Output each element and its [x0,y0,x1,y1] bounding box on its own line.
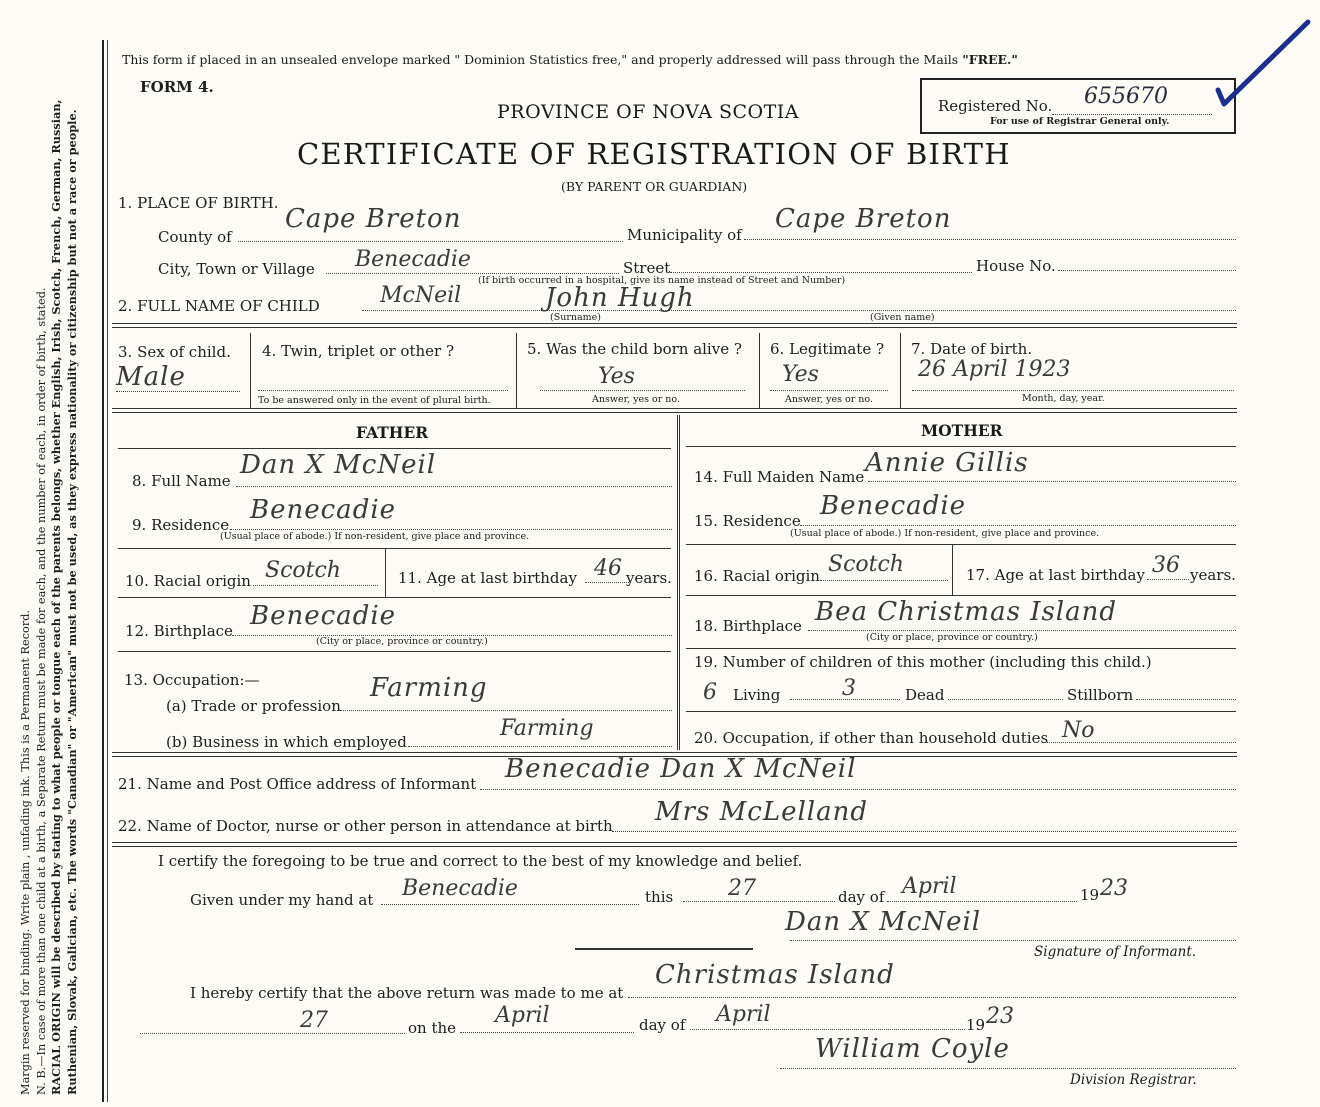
father-birthplace-label: 12. Birthplace [125,622,233,640]
twin-note: To be answered only in the event of plural birth. [258,395,491,406]
mother-heading: MOTHER [921,421,1003,440]
certify-year-value: 23 [1100,876,1128,901]
registrar-place-value: Christmas Island [655,960,895,990]
margin-line-3: RACIAL ORIGIN will be described by stating to what people or tongue each of the parents belongs, whether English, Irish, Scotch, French, German, Russian, [49,99,64,1095]
house-no-label: House No. [976,257,1056,275]
father-business-value: Farming [500,716,594,741]
mother-birthplace-note: (City or place, province or country.) [866,632,1038,643]
mother-birthplace-value: Bea Christmas Island [815,597,1118,627]
on-the-label: on the [408,1019,457,1037]
certify-dayof-label: day of [838,888,885,906]
mother-occupation-label: 20. Occupation, if other than household duties [694,729,1049,747]
mother-name-value: Annie Gillis [865,448,1029,478]
margin-instructions [18,35,80,1095]
father-trade-label: (a) Trade or profession [166,697,341,715]
municipality-value: Cape Breton [775,204,952,234]
child-surname-value: McNeil [380,283,462,308]
informant-signature: Dan X McNeil [785,907,982,937]
certify-day-value: 27 [728,876,756,901]
alive-note: Answer, yes or no. [592,394,681,405]
father-business-label: (b) Business in which employed [166,733,407,751]
sex-value: Male [116,362,186,392]
father-name-label: 8. Full Name [132,472,231,490]
registered-no-value: 655670 [1084,84,1168,109]
father-age-label: 11. Age at last birthday [398,569,577,587]
province-title: PROVINCE OF NOVA SCOTIA [497,101,800,123]
divider-parents [112,408,1237,413]
father-residence-label: 9. Residence [132,516,230,534]
certify-month-value: April [902,874,957,899]
informant-label: 21. Name and Post Office address of Informant [118,775,477,793]
form-number: FORM 4. [140,78,214,96]
alive-label: 5. Was the child born alive ? [527,340,742,358]
registration-box [920,78,1236,134]
twin-label: 4. Twin, triplet or other ? [262,342,454,360]
given-label: Given under my hand at [190,891,374,909]
living-value: 3 [842,676,856,701]
mother-age-label: 17. Age at last birthday [966,566,1145,584]
mail-notice-text: This form if placed in an unsealed envelope marked " Dominion Statistics free," and properly addressed will pass through the Mails [122,52,959,67]
date-of-birth-value: 26 April 1923 [918,357,1071,382]
registrar-general-note: For use of Registrar General only. [990,116,1170,127]
doctor-label: 22. Name of Doctor, nurse or other person in attendance at birth [118,817,613,835]
city-label: City, Town or Village [158,260,315,278]
mail-notice-free: "FREE." [962,52,1018,67]
legitimate-value: Yes [782,362,819,387]
county-value: Cape Breton [285,204,462,234]
father-occupation-label: 13. Occupation:— [124,671,260,689]
date-of-birth-note: Month, day, year. [1022,393,1105,404]
father-trade-value: Farming [370,673,488,703]
city-value: Benecadie [355,247,471,272]
municipality-label: Municipality of [627,226,742,244]
certify-year-prefix: 19 [1080,886,1100,904]
father-residence-value: Benecadie [250,495,397,525]
child-name-label: 2. FULL NAME OF CHILD [118,297,320,315]
doctor-value: Mrs McLelland [655,797,869,827]
mother-age-unit: years. [1190,566,1236,584]
street-label: Street [623,259,671,277]
margin-line-2: N. B.—In case of more than one child at a birth, a Separate Return must be made for each, and the number of each, in order of birth, stated. [34,287,48,1095]
legitimate-note: Answer, yes or no. [785,394,874,405]
surname-caption: (Surname) [550,312,601,323]
certificate-subtitle: (BY PARENT OR GUARDIAN) [561,179,748,194]
divider-certification [112,842,1237,847]
mother-residence-note: (Usual place of abode.) If non-resident, give place and province. [790,528,1100,539]
father-birthplace-value: Benecadie [250,601,397,631]
father-racial-label: 10. Racial origin [125,572,251,590]
father-age-value: 46 [594,556,622,581]
mother-residence-value: Benecadie [820,491,967,521]
mail-notice [122,52,1018,67]
dead-label: Dead [905,686,945,704]
mother-age-value: 36 [1152,553,1180,578]
father-birthplace-note: (City or place, province or country.) [316,636,488,647]
registrar-year-value: 23 [986,1004,1014,1029]
mother-name-label: 14. Full Maiden Name [694,468,865,486]
binding-margin-line [102,40,104,1102]
date-of-birth-label: 7. Date of birth. [911,340,1033,358]
place-of-birth-label: 1. PLACE OF BIRTH. [118,194,279,212]
county-label: County of [158,228,232,246]
given-place-value: Benecadie [402,876,518,901]
registrar-month-value: April [716,1002,771,1027]
mother-children-count: 6 [703,680,717,705]
father-heading: FATHER [356,423,429,442]
binding-margin-line-inner [107,40,108,1102]
registrar-statement: I hereby certify that the above return was made to me at [190,984,624,1002]
hospital-note: (If birth occurred in a hospital, give its name instead of Street and Number) [478,275,846,286]
registered-no-label: Registered No. [938,97,1053,115]
divider-top-grid [112,323,1237,328]
registrar-signature-caption: Division Registrar. [1070,1072,1197,1088]
certificate-title: CERTIFICATE OF REGISTRATION OF BIRTH [297,137,1011,171]
margin-line-1: Margin reserved for binding. Write plain , unfading ink. This is a Permanent Record. [19,609,32,1095]
father-racial-value: Scotch [265,558,341,583]
registrar-year-prefix: 19 [966,1016,986,1034]
registrar-day-value: 27 [300,1008,328,1033]
mother-racial-label: 16. Racial origin [694,567,820,585]
father-age-unit: years. [626,569,672,587]
check-mark-icon [1212,18,1312,108]
living-label: Living [733,686,781,704]
certify-statement: I certify the foregoing to be true and correct to the best of my knowledge and belief. [158,852,803,870]
sex-label: 3. Sex of child. [118,343,231,361]
alive-value: Yes [598,364,635,389]
father-name-value: Dan X McNeil [240,450,437,480]
mother-residence-label: 15. Residence [694,512,801,530]
stillborn-label: Stillborn [1067,686,1134,704]
registrar-signature: William Coyle [815,1034,1010,1064]
mother-racial-value: Scotch [828,552,904,577]
registrar-dayof-label: day of [639,1016,686,1034]
given-caption: (Given name) [870,312,935,323]
mother-children-label: 19. Number of children of this mother (including this child.) [694,653,1152,671]
informant-signature-caption: Signature of Informant. [1034,944,1197,960]
margin-line-4: Ruthenian, Slovak, Galician, etc. The words "Canadian" or "American" must not be used, as they express nationality or citizenship but not a race or people. [64,109,79,1095]
this-label: this [645,888,674,906]
legitimate-label: 6. Legitimate ? [770,340,885,358]
informant-value: Benecadie Dan X McNeil [505,754,857,784]
father-residence-note: (Usual place of abode.) If non-resident, give place and province. [220,531,530,542]
child-given-value: John Hugh [545,283,695,313]
mother-birthplace-label: 18. Birthplace [694,617,802,635]
mother-occupation-value: No [1062,718,1095,743]
parents-divider [677,415,680,750]
on-the-value: April [495,1003,550,1028]
